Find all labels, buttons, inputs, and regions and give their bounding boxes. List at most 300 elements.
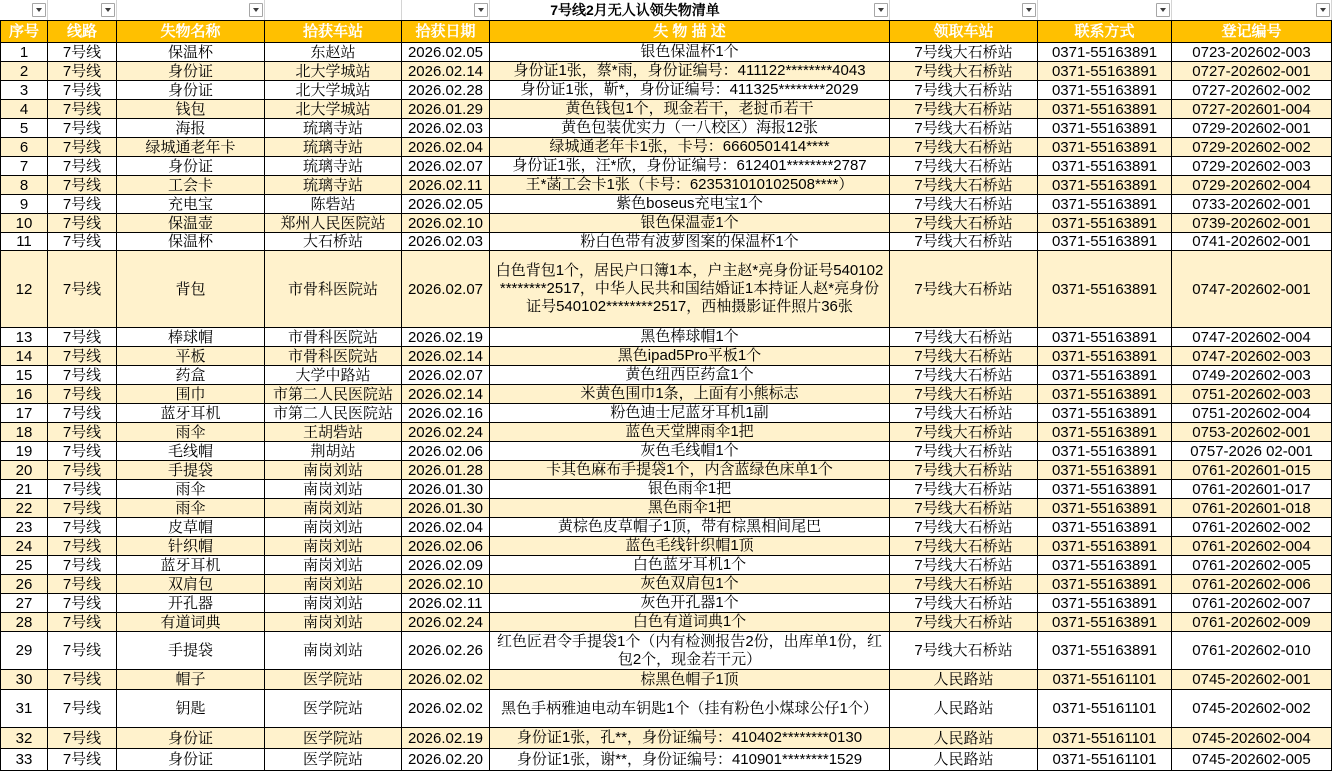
cell-found-date[interactable]: 2026.02.11 — [402, 176, 490, 195]
cell-found-date[interactable]: 2026.02.07 — [402, 251, 490, 328]
cell-found-station[interactable]: 南岗刘站 — [265, 632, 402, 670]
cell-description[interactable]: 绿城通老年卡1张，卡号：6660501414**** — [490, 138, 890, 157]
cell-line[interactable]: 7号线 — [48, 43, 117, 62]
cell-description[interactable]: 棕黑色帽子1顶 — [490, 670, 890, 690]
cell-description[interactable]: 灰色开孔器1个 — [490, 594, 890, 613]
cell-pickup-station[interactable]: 7号线大石桥站 — [890, 423, 1038, 442]
cell-line[interactable]: 7号线 — [48, 195, 117, 214]
cell-line[interactable]: 7号线 — [48, 176, 117, 195]
cell-item-name[interactable]: 帽子 — [117, 670, 265, 690]
cell-found-date[interactable]: 2026.02.10 — [402, 575, 490, 594]
cell-pickup-station[interactable]: 7号线大石桥站 — [890, 537, 1038, 556]
cell-contact[interactable]: 0371-55163891 — [1038, 251, 1172, 328]
filter-cell-found-date[interactable] — [402, 0, 490, 20]
cell-item-name[interactable]: 药盒 — [117, 366, 265, 385]
cell-reg-no[interactable]: 0727-202601-004 — [1172, 100, 1332, 119]
header-description[interactable]: 失 物 描 述 — [490, 20, 890, 43]
cell-line[interactable]: 7号线 — [48, 537, 117, 556]
cell-contact[interactable]: 0371-55161101 — [1038, 670, 1172, 690]
cell-seq[interactable]: 21 — [0, 480, 48, 499]
cell-found-station[interactable]: 郑州人民医院站 — [265, 214, 402, 233]
cell-description[interactable]: 米黄色围巾1条，上面有小熊标志 — [490, 385, 890, 404]
filter-cell-found-station[interactable] — [265, 0, 402, 20]
cell-seq[interactable]: 27 — [0, 594, 48, 613]
cell-pickup-station[interactable]: 人民路站 — [890, 728, 1038, 749]
cell-found-date[interactable]: 2026.01.30 — [402, 480, 490, 499]
cell-found-date[interactable]: 2026.01.30 — [402, 499, 490, 518]
cell-reg-no[interactable]: 0753-202602-001 — [1172, 423, 1332, 442]
cell-reg-no[interactable]: 0729-202602-001 — [1172, 119, 1332, 138]
cell-found-station[interactable]: 北大学城站 — [265, 81, 402, 100]
cell-found-station[interactable]: 南岗刘站 — [265, 556, 402, 575]
cell-contact[interactable]: 0371-55163891 — [1038, 423, 1172, 442]
filter-cell-reg-no[interactable] — [1172, 0, 1332, 20]
cell-pickup-station[interactable]: 7号线大石桥站 — [890, 404, 1038, 423]
cell-pickup-station[interactable]: 7号线大石桥站 — [890, 176, 1038, 195]
cell-reg-no[interactable]: 0761-202602-006 — [1172, 575, 1332, 594]
filter-button-reg-no[interactable] — [1316, 3, 1330, 17]
cell-reg-no[interactable]: 0745-202602-005 — [1172, 749, 1332, 771]
cell-seq[interactable]: 18 — [0, 423, 48, 442]
cell-pickup-station[interactable]: 7号线大石桥站 — [890, 594, 1038, 613]
cell-item-name[interactable]: 保温壶 — [117, 214, 265, 233]
cell-item-name[interactable]: 雨伞 — [117, 480, 265, 499]
cell-line[interactable]: 7号线 — [48, 214, 117, 233]
filter-button-description[interactable] — [874, 3, 888, 17]
cell-reg-no[interactable]: 0751-202602-004 — [1172, 404, 1332, 423]
cell-line[interactable]: 7号线 — [48, 100, 117, 119]
cell-item-name[interactable]: 工会卡 — [117, 176, 265, 195]
cell-item-name[interactable]: 皮草帽 — [117, 518, 265, 537]
cell-reg-no[interactable]: 0747-202602-003 — [1172, 347, 1332, 366]
cell-description[interactable]: 白色蓝牙耳机1个 — [490, 556, 890, 575]
cell-description[interactable]: 黄棕色皮草帽子1顶，带有棕黑相间尾巴 — [490, 518, 890, 537]
filter-button-line[interactable] — [101, 3, 115, 17]
cell-found-date[interactable]: 2026.02.24 — [402, 613, 490, 632]
filter-cell-contact[interactable] — [1038, 0, 1172, 20]
cell-pickup-station[interactable]: 7号线大石桥站 — [890, 632, 1038, 670]
cell-contact[interactable]: 0371-55163891 — [1038, 442, 1172, 461]
cell-contact[interactable]: 0371-55163891 — [1038, 214, 1172, 233]
cell-found-date[interactable]: 2026.02.07 — [402, 366, 490, 385]
cell-seq[interactable]: 7 — [0, 157, 48, 176]
cell-line[interactable]: 7号线 — [48, 81, 117, 100]
cell-seq[interactable]: 29 — [0, 632, 48, 670]
cell-seq[interactable]: 20 — [0, 461, 48, 480]
cell-seq[interactable]: 9 — [0, 195, 48, 214]
cell-description[interactable]: 粉白色带有波萝图案的保温杯1个 — [490, 233, 890, 251]
header-contact[interactable]: 联系方式 — [1038, 20, 1172, 43]
cell-contact[interactable]: 0371-55163891 — [1038, 328, 1172, 347]
cell-pickup-station[interactable]: 7号线大石桥站 — [890, 100, 1038, 119]
cell-item-name[interactable]: 海报 — [117, 119, 265, 138]
cell-line[interactable]: 7号线 — [48, 690, 117, 728]
cell-reg-no[interactable]: 0761-202601-017 — [1172, 480, 1332, 499]
cell-contact[interactable]: 0371-55163891 — [1038, 119, 1172, 138]
cell-pickup-station[interactable]: 7号线大石桥站 — [890, 328, 1038, 347]
cell-found-station[interactable]: 大石桥站 — [265, 233, 402, 251]
cell-line[interactable]: 7号线 — [48, 442, 117, 461]
cell-pickup-station[interactable]: 人民路站 — [890, 690, 1038, 728]
cell-description[interactable]: 黑色手柄雅迪电动车钥匙1个（挂有粉色小煤球公仔1个） — [490, 690, 890, 728]
cell-line[interactable]: 7号线 — [48, 347, 117, 366]
cell-item-name[interactable]: 有道词典 — [117, 613, 265, 632]
cell-reg-no[interactable]: 0761-202601-018 — [1172, 499, 1332, 518]
cell-found-date[interactable]: 2026.02.19 — [402, 728, 490, 749]
cell-contact[interactable]: 0371-55163891 — [1038, 537, 1172, 556]
cell-reg-no[interactable]: 0747-202602-004 — [1172, 328, 1332, 347]
cell-found-date[interactable]: 2026.02.19 — [402, 328, 490, 347]
cell-contact[interactable]: 0371-55163891 — [1038, 138, 1172, 157]
cell-seq[interactable]: 12 — [0, 251, 48, 328]
cell-contact[interactable]: 0371-55161101 — [1038, 690, 1172, 728]
cell-seq[interactable]: 26 — [0, 575, 48, 594]
cell-description[interactable]: 黑色ipad5Pro平板1个 — [490, 347, 890, 366]
cell-found-station[interactable]: 南岗刘站 — [265, 594, 402, 613]
cell-reg-no[interactable]: 0741-202602-001 — [1172, 233, 1332, 251]
cell-pickup-station[interactable]: 人民路站 — [890, 749, 1038, 771]
cell-line[interactable]: 7号线 — [48, 728, 117, 749]
cell-seq[interactable]: 5 — [0, 119, 48, 138]
cell-reg-no[interactable]: 0745-202602-001 — [1172, 670, 1332, 690]
cell-seq[interactable]: 3 — [0, 81, 48, 100]
cell-reg-no[interactable]: 0739-202602-001 — [1172, 214, 1332, 233]
cell-seq[interactable]: 13 — [0, 328, 48, 347]
cell-found-station[interactable]: 南岗刘站 — [265, 575, 402, 594]
cell-found-date[interactable]: 2026.02.14 — [402, 385, 490, 404]
cell-reg-no[interactable]: 0729-202602-003 — [1172, 157, 1332, 176]
cell-item-name[interactable]: 绿城通老年卡 — [117, 138, 265, 157]
cell-pickup-station[interactable]: 人民路站 — [890, 670, 1038, 690]
cell-description[interactable]: 卡其色麻布手提袋1个，内含蓝绿色床单1个 — [490, 461, 890, 480]
cell-description[interactable]: 银色保温杯1个 — [490, 43, 890, 62]
cell-seq[interactable]: 17 — [0, 404, 48, 423]
cell-contact[interactable]: 0371-55163891 — [1038, 176, 1172, 195]
cell-seq[interactable]: 10 — [0, 214, 48, 233]
cell-pickup-station[interactable]: 7号线大石桥站 — [890, 575, 1038, 594]
cell-line[interactable]: 7号线 — [48, 233, 117, 251]
cell-found-date[interactable]: 2026.02.24 — [402, 423, 490, 442]
cell-found-station[interactable]: 医学院站 — [265, 690, 402, 728]
cell-seq[interactable]: 23 — [0, 518, 48, 537]
cell-found-station[interactable]: 陈砦站 — [265, 195, 402, 214]
cell-pickup-station[interactable]: 7号线大石桥站 — [890, 518, 1038, 537]
cell-description[interactable]: 黄色钱包1个，现金若干，老挝币若干 — [490, 100, 890, 119]
cell-pickup-station[interactable]: 7号线大石桥站 — [890, 480, 1038, 499]
cell-found-date[interactable]: 2026.02.03 — [402, 119, 490, 138]
cell-contact[interactable]: 0371-55163891 — [1038, 62, 1172, 81]
cell-contact[interactable]: 0371-55163891 — [1038, 157, 1172, 176]
cell-reg-no[interactable]: 0747-202602-001 — [1172, 251, 1332, 328]
cell-reg-no[interactable]: 0745-202602-004 — [1172, 728, 1332, 749]
cell-reg-no[interactable]: 0745-202602-002 — [1172, 690, 1332, 728]
cell-seq[interactable]: 1 — [0, 43, 48, 62]
cell-line[interactable]: 7号线 — [48, 251, 117, 328]
cell-contact[interactable]: 0371-55163891 — [1038, 632, 1172, 670]
cell-found-date[interactable]: 2026.02.20 — [402, 749, 490, 771]
cell-description[interactable]: 灰色毛线帽1个 — [490, 442, 890, 461]
cell-found-station[interactable]: 南岗刘站 — [265, 537, 402, 556]
cell-reg-no[interactable]: 0733-202602-001 — [1172, 195, 1332, 214]
cell-description[interactable]: 白色有道词典1个 — [490, 613, 890, 632]
cell-found-station[interactable]: 南岗刘站 — [265, 518, 402, 537]
cell-item-name[interactable]: 棒球帽 — [117, 328, 265, 347]
cell-line[interactable]: 7号线 — [48, 385, 117, 404]
cell-line[interactable]: 7号线 — [48, 575, 117, 594]
cell-found-station[interactable]: 荆胡站 — [265, 442, 402, 461]
cell-found-date[interactable]: 2026.02.05 — [402, 43, 490, 62]
cell-seq[interactable]: 31 — [0, 690, 48, 728]
cell-contact[interactable]: 0371-55163891 — [1038, 81, 1172, 100]
cell-found-station[interactable]: 南岗刘站 — [265, 461, 402, 480]
cell-item-name[interactable]: 保温杯 — [117, 233, 265, 251]
cell-found-station[interactable]: 市骨科医院站 — [265, 347, 402, 366]
cell-description[interactable]: 身份证1张，谢**，身份证编号：410901********1529 — [490, 749, 890, 771]
cell-line[interactable]: 7号线 — [48, 138, 117, 157]
cell-found-date[interactable]: 2026.02.11 — [402, 594, 490, 613]
cell-pickup-station[interactable]: 7号线大石桥站 — [890, 62, 1038, 81]
cell-item-name[interactable]: 手提袋 — [117, 632, 265, 670]
cell-found-date[interactable]: 2026.02.04 — [402, 518, 490, 537]
header-item-name[interactable]: 失物名称 — [117, 20, 265, 43]
header-found-date[interactable]: 拾获日期 — [402, 20, 490, 43]
cell-seq[interactable]: 4 — [0, 100, 48, 119]
cell-reg-no[interactable]: 0729-202602-002 — [1172, 138, 1332, 157]
cell-found-date[interactable]: 2026.02.06 — [402, 442, 490, 461]
cell-contact[interactable]: 0371-55163891 — [1038, 556, 1172, 575]
cell-description[interactable]: 黑色棒球帽1个 — [490, 328, 890, 347]
cell-item-name[interactable]: 身份证 — [117, 157, 265, 176]
cell-line[interactable]: 7号线 — [48, 157, 117, 176]
cell-contact[interactable]: 0371-55163891 — [1038, 613, 1172, 632]
cell-reg-no[interactable]: 0761-202602-004 — [1172, 537, 1332, 556]
cell-pickup-station[interactable]: 7号线大石桥站 — [890, 157, 1038, 176]
cell-found-station[interactable]: 大学中路站 — [265, 366, 402, 385]
cell-description[interactable]: 紫色boseus充电宝1个 — [490, 195, 890, 214]
cell-item-name[interactable]: 钥匙 — [117, 690, 265, 728]
cell-found-date[interactable]: 2026.02.06 — [402, 537, 490, 556]
cell-found-date[interactable]: 2026.02.04 — [402, 138, 490, 157]
cell-pickup-station[interactable]: 7号线大石桥站 — [890, 499, 1038, 518]
cell-found-station[interactable]: 东赵站 — [265, 43, 402, 62]
filter-button-found-date[interactable] — [474, 3, 488, 17]
cell-pickup-station[interactable]: 7号线大石桥站 — [890, 556, 1038, 575]
cell-seq[interactable]: 33 — [0, 749, 48, 771]
cell-found-date[interactable]: 2026.02.05 — [402, 195, 490, 214]
cell-seq[interactable]: 2 — [0, 62, 48, 81]
cell-contact[interactable]: 0371-55163891 — [1038, 480, 1172, 499]
cell-found-date[interactable]: 2026.02.02 — [402, 670, 490, 690]
cell-seq[interactable]: 19 — [0, 442, 48, 461]
cell-seq[interactable]: 28 — [0, 613, 48, 632]
cell-description[interactable]: 黄色纽西臣药盒1个 — [490, 366, 890, 385]
cell-contact[interactable]: 0371-55161101 — [1038, 749, 1172, 771]
header-line[interactable]: 线路 — [48, 20, 117, 43]
cell-found-date[interactable]: 2026.01.29 — [402, 100, 490, 119]
cell-found-date[interactable]: 2026.02.09 — [402, 556, 490, 575]
cell-reg-no[interactable]: 0761-202602-009 — [1172, 613, 1332, 632]
cell-description[interactable]: 蓝色天堂牌雨伞1把 — [490, 423, 890, 442]
cell-description[interactable]: 身份证1张，蔡*雨，身份证编号：411122********4043 — [490, 62, 890, 81]
cell-item-name[interactable]: 身份证 — [117, 62, 265, 81]
cell-seq[interactable]: 30 — [0, 670, 48, 690]
cell-seq[interactable]: 11 — [0, 233, 48, 251]
cell-found-station[interactable]: 市第二人民医院站 — [265, 404, 402, 423]
cell-found-station[interactable]: 琉璃寺站 — [265, 176, 402, 195]
filter-button-pickup-station[interactable] — [1022, 3, 1036, 17]
cell-pickup-station[interactable]: 7号线大石桥站 — [890, 251, 1038, 328]
filter-cell-item-name[interactable] — [117, 0, 265, 20]
cell-description[interactable]: 身份证1张，汪*欣，身份证编号：612401********2787 — [490, 157, 890, 176]
cell-contact[interactable]: 0371-55163891 — [1038, 347, 1172, 366]
header-pickup-station[interactable]: 领取车站 — [890, 20, 1038, 43]
cell-description[interactable]: 黑色雨伞1把 — [490, 499, 890, 518]
cell-line[interactable]: 7号线 — [48, 119, 117, 138]
cell-item-name[interactable]: 平板 — [117, 347, 265, 366]
header-found-station[interactable]: 拾获车站 — [265, 20, 402, 43]
cell-contact[interactable]: 0371-55163891 — [1038, 499, 1172, 518]
cell-pickup-station[interactable]: 7号线大石桥站 — [890, 613, 1038, 632]
filter-button-item-name[interactable] — [249, 3, 263, 17]
cell-reg-no[interactable]: 0751-202602-003 — [1172, 385, 1332, 404]
cell-pickup-station[interactable]: 7号线大石桥站 — [890, 366, 1038, 385]
cell-description[interactable]: 白色背包1个，居民户口簿1本，户主赵*亮身份证号540102********2517，中华人民共和国结婚证1本持证人赵*亮身份证号540102********2517，西柚摄影证件照片36张 — [490, 251, 890, 328]
header-seq[interactable]: 序号 — [0, 20, 48, 43]
cell-description[interactable]: 身份证1张，孔**，身份证编号：410402********0130 — [490, 728, 890, 749]
cell-reg-no[interactable]: 0761-202601-015 — [1172, 461, 1332, 480]
cell-item-name[interactable]: 针织帽 — [117, 537, 265, 556]
filter-button-contact[interactable] — [1156, 3, 1170, 17]
cell-found-station[interactable]: 南岗刘站 — [265, 499, 402, 518]
cell-pickup-station[interactable]: 7号线大石桥站 — [890, 385, 1038, 404]
cell-reg-no[interactable]: 0749-202602-003 — [1172, 366, 1332, 385]
cell-contact[interactable]: 0371-55163891 — [1038, 404, 1172, 423]
cell-reg-no[interactable]: 0761-202602-005 — [1172, 556, 1332, 575]
cell-found-station[interactable]: 南岗刘站 — [265, 613, 402, 632]
cell-found-station[interactable]: 市第二人民医院站 — [265, 385, 402, 404]
cell-description[interactable]: 蓝色毛线针织帽1顶 — [490, 537, 890, 556]
cell-found-station[interactable]: 北大学城站 — [265, 62, 402, 81]
cell-reg-no[interactable]: 0723-202602-003 — [1172, 43, 1332, 62]
cell-item-name[interactable]: 手提袋 — [117, 461, 265, 480]
cell-pickup-station[interactable]: 7号线大石桥站 — [890, 138, 1038, 157]
cell-found-date[interactable]: 2026.02.26 — [402, 632, 490, 670]
cell-pickup-station[interactable]: 7号线大石桥站 — [890, 119, 1038, 138]
cell-found-date[interactable]: 2026.01.28 — [402, 461, 490, 480]
cell-description[interactable]: 银色雨伞1把 — [490, 480, 890, 499]
cell-found-station[interactable]: 市骨科医院站 — [265, 251, 402, 328]
cell-pickup-station[interactable]: 7号线大石桥站 — [890, 347, 1038, 366]
cell-found-date[interactable]: 2026.02.02 — [402, 690, 490, 728]
cell-item-name[interactable]: 身份证 — [117, 728, 265, 749]
cell-pickup-station[interactable]: 7号线大石桥站 — [890, 233, 1038, 251]
cell-item-name[interactable]: 双肩包 — [117, 575, 265, 594]
cell-contact[interactable]: 0371-55163891 — [1038, 575, 1172, 594]
cell-item-name[interactable]: 雨伞 — [117, 499, 265, 518]
cell-contact[interactable]: 0371-55163891 — [1038, 594, 1172, 613]
cell-contact[interactable]: 0371-55163891 — [1038, 518, 1172, 537]
cell-found-station[interactable]: 医学院站 — [265, 749, 402, 771]
cell-reg-no[interactable]: 0757-2026 02-001 — [1172, 442, 1332, 461]
cell-found-station[interactable]: 琉璃寺站 — [265, 157, 402, 176]
cell-item-name[interactable]: 背包 — [117, 251, 265, 328]
cell-reg-no[interactable]: 0761-202602-007 — [1172, 594, 1332, 613]
cell-description[interactable]: 粉色迪士尼蓝牙耳机1副 — [490, 404, 890, 423]
cell-found-station[interactable]: 医学院站 — [265, 728, 402, 749]
cell-item-name[interactable]: 雨伞 — [117, 423, 265, 442]
cell-seq[interactable]: 6 — [0, 138, 48, 157]
cell-contact[interactable]: 0371-55163891 — [1038, 385, 1172, 404]
cell-found-date[interactable]: 2026.02.14 — [402, 62, 490, 81]
cell-contact[interactable]: 0371-55163891 — [1038, 366, 1172, 385]
cell-found-station[interactable]: 王胡砦站 — [265, 423, 402, 442]
cell-seq[interactable]: 32 — [0, 728, 48, 749]
cell-reg-no[interactable]: 0761-202602-010 — [1172, 632, 1332, 670]
cell-found-date[interactable]: 2026.02.14 — [402, 347, 490, 366]
cell-line[interactable]: 7号线 — [48, 404, 117, 423]
cell-item-name[interactable]: 开孔器 — [117, 594, 265, 613]
cell-found-date[interactable]: 2026.02.16 — [402, 404, 490, 423]
cell-reg-no[interactable]: 0729-202602-004 — [1172, 176, 1332, 195]
cell-found-station[interactable]: 医学院站 — [265, 670, 402, 690]
filter-button-seq[interactable] — [32, 3, 46, 17]
cell-seq[interactable]: 24 — [0, 537, 48, 556]
cell-pickup-station[interactable]: 7号线大石桥站 — [890, 214, 1038, 233]
cell-reg-no[interactable]: 0727-202602-002 — [1172, 81, 1332, 100]
cell-pickup-station[interactable]: 7号线大石桥站 — [890, 461, 1038, 480]
cell-item-name[interactable]: 保温杯 — [117, 43, 265, 62]
cell-found-station[interactable]: 北大学城站 — [265, 100, 402, 119]
cell-found-date[interactable]: 2026.02.10 — [402, 214, 490, 233]
cell-description[interactable]: 红色匠君令手提袋1个（内有检测报告2份，出库单1份，红包2个，现金若干元） — [490, 632, 890, 670]
header-reg-no[interactable]: 登记编号 — [1172, 20, 1332, 43]
cell-line[interactable]: 7号线 — [48, 670, 117, 690]
cell-seq[interactable]: 22 — [0, 499, 48, 518]
cell-seq[interactable]: 8 — [0, 176, 48, 195]
cell-item-name[interactable]: 毛线帽 — [117, 442, 265, 461]
cell-seq[interactable]: 25 — [0, 556, 48, 575]
cell-found-station[interactable]: 琉璃寺站 — [265, 119, 402, 138]
cell-line[interactable]: 7号线 — [48, 749, 117, 771]
cell-item-name[interactable]: 围巾 — [117, 385, 265, 404]
cell-description[interactable]: 灰色双肩包1个 — [490, 575, 890, 594]
cell-seq[interactable]: 14 — [0, 347, 48, 366]
cell-contact[interactable]: 0371-55163891 — [1038, 233, 1172, 251]
cell-line[interactable]: 7号线 — [48, 613, 117, 632]
cell-item-name[interactable]: 充电宝 — [117, 195, 265, 214]
cell-contact[interactable]: 0371-55163891 — [1038, 461, 1172, 480]
cell-pickup-station[interactable]: 7号线大石桥站 — [890, 81, 1038, 100]
filter-cell-line[interactable] — [48, 0, 117, 20]
cell-line[interactable]: 7号线 — [48, 480, 117, 499]
cell-description[interactable]: 黄色包装优实力（一八校区）海报12张 — [490, 119, 890, 138]
cell-contact[interactable]: 0371-55163891 — [1038, 195, 1172, 214]
cell-contact[interactable]: 0371-55163891 — [1038, 43, 1172, 62]
cell-line[interactable]: 7号线 — [48, 556, 117, 575]
cell-contact[interactable]: 0371-55163891 — [1038, 100, 1172, 119]
cell-item-name[interactable]: 蓝牙耳机 — [117, 404, 265, 423]
cell-description[interactable]: 银色保温壶1个 — [490, 214, 890, 233]
cell-line[interactable]: 7号线 — [48, 594, 117, 613]
cell-found-date[interactable]: 2026.02.07 — [402, 157, 490, 176]
cell-found-date[interactable]: 2026.02.03 — [402, 233, 490, 251]
cell-found-station[interactable]: 南岗刘站 — [265, 480, 402, 499]
cell-pickup-station[interactable]: 7号线大石桥站 — [890, 195, 1038, 214]
cell-contact[interactable]: 0371-55161101 — [1038, 728, 1172, 749]
filter-cell-seq[interactable] — [0, 0, 48, 20]
cell-line[interactable]: 7号线 — [48, 423, 117, 442]
cell-item-name[interactable]: 蓝牙耳机 — [117, 556, 265, 575]
